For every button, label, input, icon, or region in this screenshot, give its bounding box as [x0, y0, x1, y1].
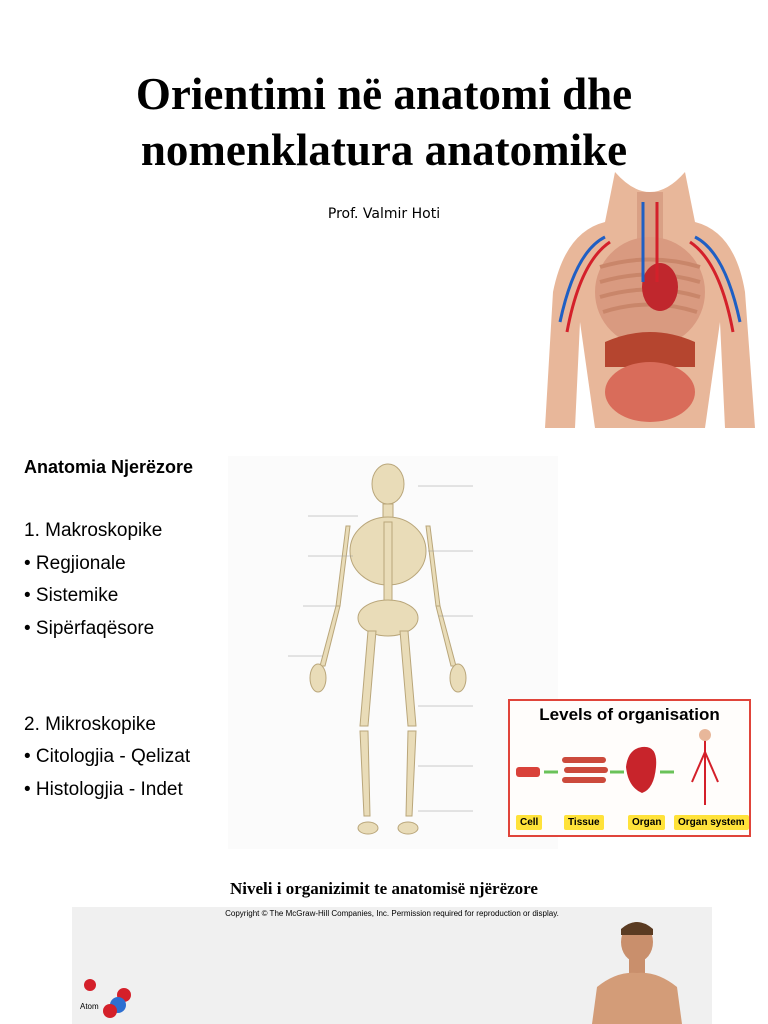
micro-title: 2. Mikroskopike [24, 714, 156, 735]
levels-of-organisation-diagram [508, 699, 751, 837]
atom-label: Atom [80, 1002, 99, 1011]
slide-title [0, 66, 768, 178]
levels-title: Levels of organisation [539, 705, 720, 724]
macro-item: • Regjionale [24, 553, 126, 574]
torso-anatomy-illustration [545, 172, 755, 428]
level-label-cell: Cell [516, 815, 542, 830]
macro-item: • Sistemike [24, 585, 119, 606]
level-label-organ-system: Organ system [674, 815, 749, 830]
macro-item: • Sipërfaqësore [24, 618, 155, 639]
level-label-organ: Organ [628, 815, 665, 830]
levels-illustration [510, 727, 749, 813]
section-heading: Anatomia Njerëzore [24, 457, 194, 477]
copyright-notice: Copyright © The McGraw-Hill Companies, Inc. Permission required for reproduction or display. [225, 909, 559, 918]
micro-item: • Histologjia - Indet [24, 779, 183, 800]
slide3-title: Niveli i organizimit te anatomisë njërëzore [230, 879, 538, 898]
micro-item: • Citologjia - Qelizat [24, 746, 191, 767]
macro-title: 1. Makroskopike [24, 520, 163, 541]
level-label-tissue: Tissue [564, 815, 604, 830]
title-line-2: nomenklatura anatomike [140, 125, 628, 175]
organization-levels-figure [72, 907, 712, 1024]
atom-and-human-illustration [72, 907, 712, 1024]
author-name: Prof. Valmir Hoti [327, 206, 441, 222]
title-line-1: Orientimi në anatomi dhe [135, 69, 633, 119]
